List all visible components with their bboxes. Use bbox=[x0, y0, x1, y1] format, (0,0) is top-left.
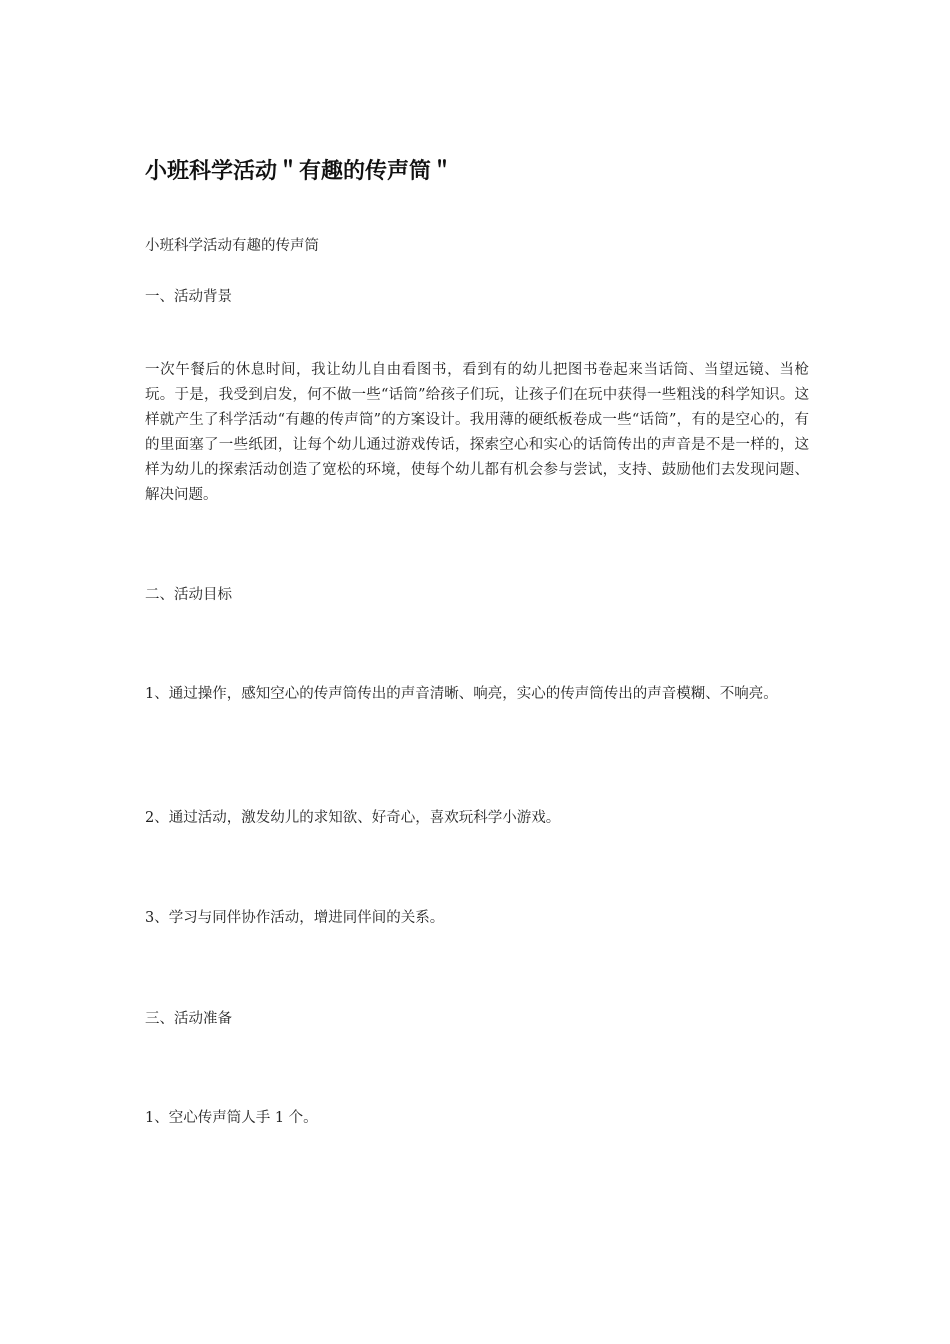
preparation-item-1: 1、空心传声筒人手 1 个。 bbox=[145, 1110, 318, 1126]
goal-item-2: 2、通过活动，激发幼儿的求知欲、好奇心，喜欢玩科学小游戏。 bbox=[145, 810, 561, 826]
document-title: 小班科学活动＂有趣的传声筒＂ bbox=[145, 159, 454, 184]
goal-item-1: 1、通过操作，感知空心的传声筒传出的声音清晰、响亮，实心的传声筒传出的声音模糊、不响亮。 bbox=[145, 686, 778, 702]
section-heading-goals: 二、活动目标 bbox=[145, 587, 232, 603]
goal-item-3: 3、学习与同伴协作活动，增进同伴间的关系。 bbox=[145, 910, 445, 926]
background-paragraph: 一次午餐后的休息时间，我让幼儿自由看图书，看到有的幼儿把图书卷起来当话筒、当望远镜、当枪玩。于是，我受到启发，何不做一些“话筒”给孩子们玩，让孩子们在玩中获得一些粗浅的科学知识。这样就产生了科学活动“有趣的传声筒”的方案设计。我用薄的硬纸板卷成一些“话筒”，有的是空心的，有的里面塞了一些纸团，让每个幼儿通过游戏传话，探索空心和实心的话筒传出的声音是不是一样的，这样为幼儿的探索活动创造了宽松的环境，使每个幼儿都有机会参与尝试，支持、鼓励他们去发现问题、解决问题。 bbox=[145, 362, 809, 503]
section-heading-preparation: 三、活动准备 bbox=[145, 1011, 232, 1027]
document-subtitle: 小班科学活动有趣的传声筒 bbox=[145, 238, 319, 254]
section-heading-background: 一、活动背景 bbox=[145, 289, 232, 305]
